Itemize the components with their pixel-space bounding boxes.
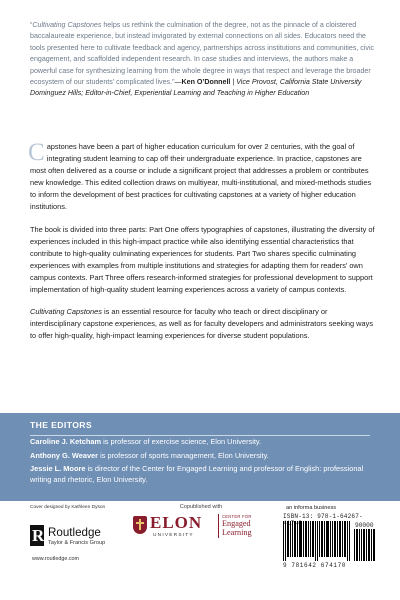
routledge-name: Routledge bbox=[48, 526, 101, 539]
description-paragraph-2: The book is divided into three parts: Part One offers typographies of capstones, illustrating the diversity of experiences included in this high-impact practice while also identifying essential characteristics that contribute to high-quality culminating experiences for students. Part Two shares specific culminating experiences with examples from multiple institutions and strategies for adapting them for readers’ own campus contexts. Part Three offers research-informed strategies for professional development to support implementation of high-quality student learning experiences across a variety of campus contexts. bbox=[30, 224, 375, 295]
price-barcode-bars bbox=[354, 529, 376, 561]
editor-name: Caroline J. Ketcham bbox=[30, 437, 102, 446]
review-quote bbox=[30, 20, 375, 100]
editors-heading: THE EDITORS bbox=[30, 420, 93, 430]
elon-wordmark: ELON bbox=[150, 513, 203, 532]
informa-label: an informa business bbox=[286, 505, 337, 511]
review-open-quote: “ bbox=[30, 21, 33, 29]
review-dash: — bbox=[174, 78, 182, 87]
editor-name: Jessie L. Moore bbox=[30, 464, 86, 474]
drop-cap: C bbox=[28, 139, 45, 166]
isbn-label: ISBN-13: 978-1-64267-417-0 bbox=[283, 513, 363, 527]
elon-university-label: UNIVERSITY bbox=[153, 533, 194, 538]
price-code: 90000 bbox=[355, 522, 374, 529]
editor-entry bbox=[30, 464, 375, 485]
reviewer-name: Ken O’Donnell bbox=[181, 78, 231, 87]
center-engaged-learning-logo bbox=[222, 514, 270, 537]
cover-credit: Cover designed by Kathleen Dyson bbox=[30, 505, 106, 510]
cel-top-label: CENTER FOR bbox=[222, 514, 252, 519]
routledge-r-icon: R bbox=[32, 526, 45, 545]
editor-name: Anthony G. Weaver bbox=[30, 450, 99, 460]
barcode-bars bbox=[283, 521, 351, 561]
cel-engaged-label: Engaged bbox=[222, 519, 251, 528]
description-p1-text: apstones have been a part of higher education curriculum for over 2 centuries, with the goal of integrating student learning to cap off their undergraduate experience. In practice, capstones are most often delivered as a course or include a significant project that addresses a problem or contributes new knowledge. This edited collection draws on multiyear, multi-institutional, and mixed-methods studies to inform the development of best practices for cultivating capstones at a variety of higher education institutions. bbox=[30, 142, 372, 212]
editor-bio: is director of the Center for Engaged Learning and professor of English: professional writing and rhetoric, Elon University. bbox=[30, 464, 364, 484]
elon-logo bbox=[133, 512, 271, 542]
review-book-title: Cultivating Capstones bbox=[32, 21, 102, 29]
cel-learning-label: Learning bbox=[222, 528, 252, 537]
editor-entry bbox=[30, 451, 375, 462]
review-text: helps us rethink the culmination of the degree, not as the pinnacle of a cloistered baccalaureate experience, but instead invigorated by external connections on all sides. Educators need the tools presented here to cultivate feedback and agency, partnerships across institutions and communities, civic engagement, and scaffolded independent research. In case studies and interviews, the authors make a powerful case for synthesizing learning from the whole degree in ways that respect and leverage the broader ecosystem of our students’ complicated lives.” bbox=[30, 21, 375, 87]
book-description bbox=[30, 141, 375, 352]
editor-entry bbox=[30, 437, 375, 448]
editor-bio: is professor of exercise science, Elon University. bbox=[101, 437, 262, 446]
publisher-url: www.routledge.com bbox=[32, 556, 80, 562]
description-paragraph-3 bbox=[30, 306, 375, 342]
copublished-label: Copublished with bbox=[179, 504, 223, 510]
description-p3-text: is an essential resource for faculty who teach or direct disciplinary or interdisciplinary capstone experiences, as well as for faculty developers and administrators seeking ways to offer high-quality, high-impact learning experiences for diverse student populations. bbox=[30, 307, 374, 341]
description-book-title: Cultivating Capstones bbox=[30, 307, 102, 317]
isbn-barcode bbox=[283, 513, 377, 569]
editors-band bbox=[0, 413, 400, 501]
logo-divider bbox=[218, 514, 219, 538]
routledge-logo bbox=[30, 525, 150, 565]
editors-list bbox=[30, 437, 375, 488]
description-paragraph-1 bbox=[30, 141, 375, 214]
barcode-number: 9 781642 674170 bbox=[283, 562, 347, 569]
routledge-subtitle: Taylor & Francis Group bbox=[48, 540, 106, 546]
reviewer-role: | Vice Provost, California State University Dominguez Hills; Editor-in-Chief, Experiential Learning and Teaching in Higher Education bbox=[30, 78, 362, 98]
editors-divider bbox=[30, 435, 370, 436]
editor-bio: is professor of sports management, Elon University. bbox=[98, 450, 269, 460]
